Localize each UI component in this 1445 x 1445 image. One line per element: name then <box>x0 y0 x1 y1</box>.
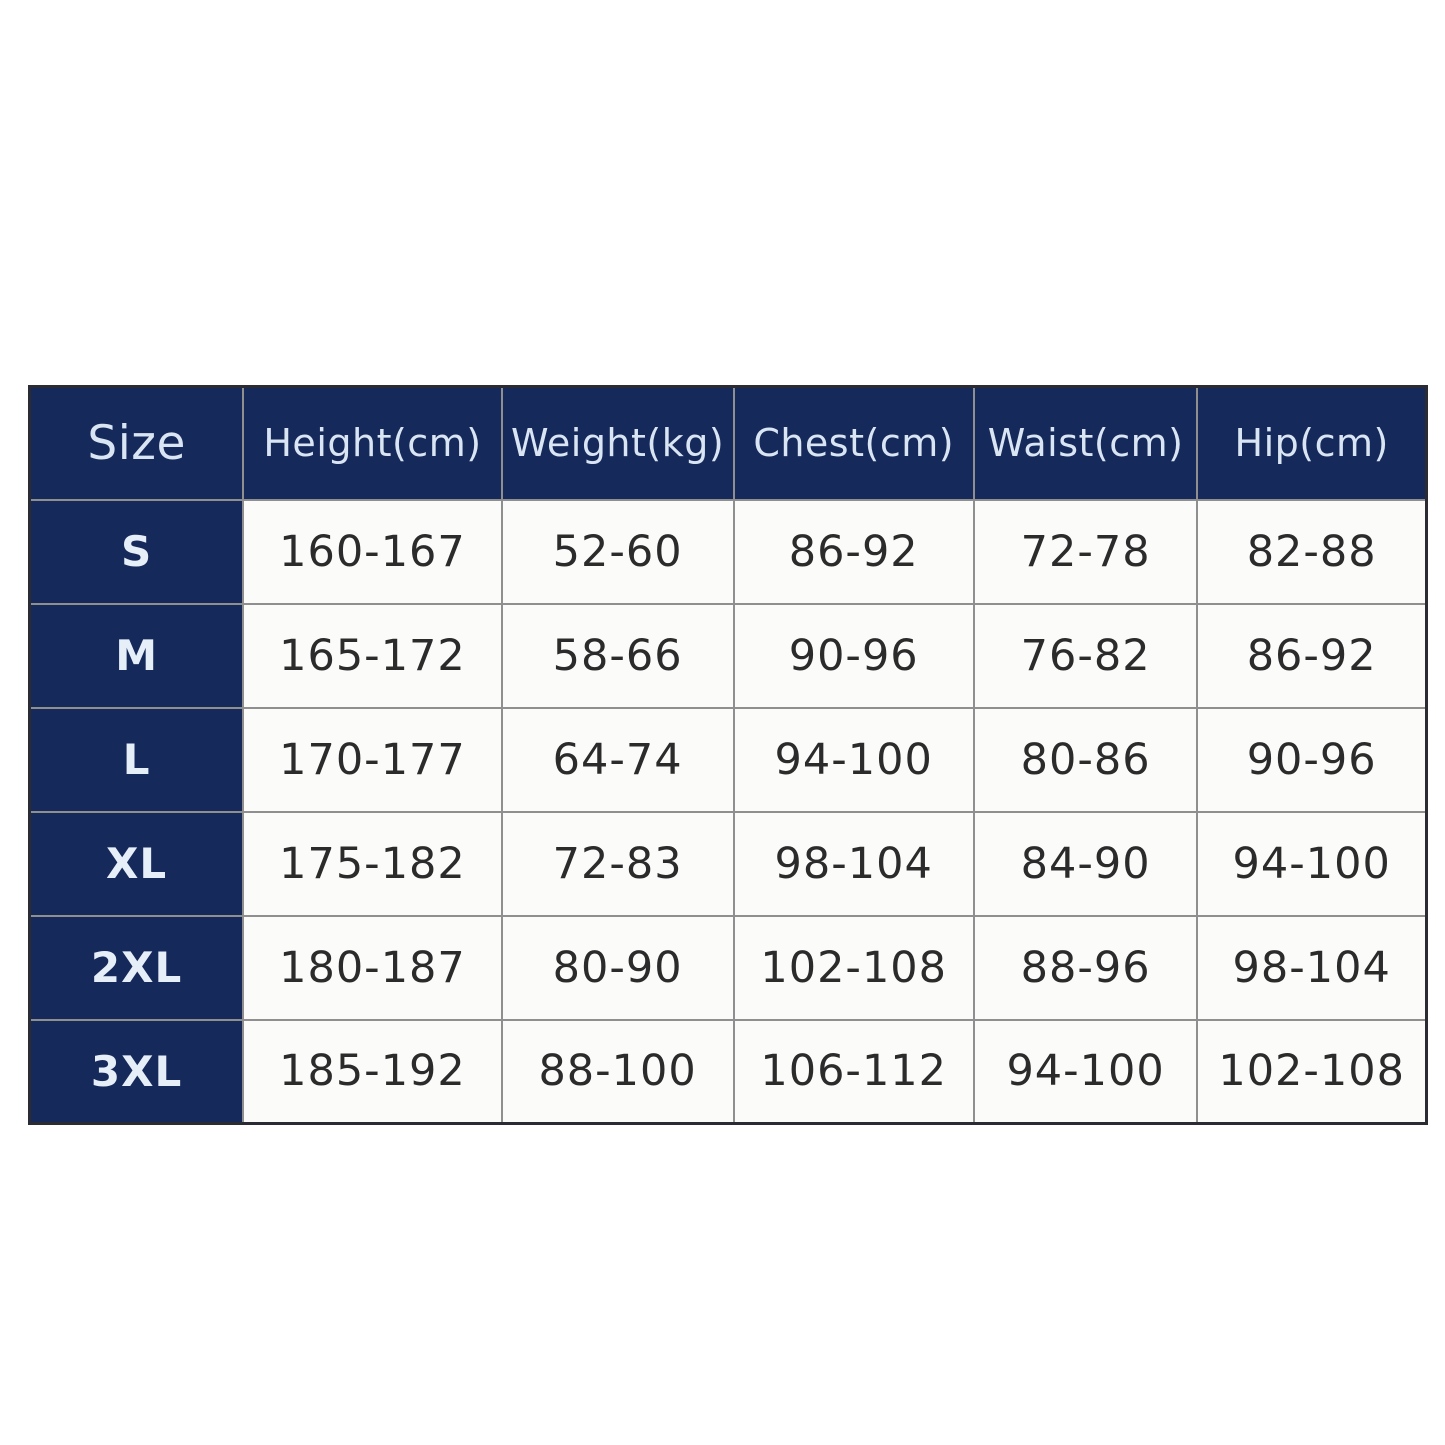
column-header: Hip(cm) <box>1197 387 1426 500</box>
measurement-cell: 185-192 <box>243 1020 501 1124</box>
column-header: Chest(cm) <box>734 387 974 500</box>
measurement-cell: 86-92 <box>734 500 974 604</box>
table-row <box>30 1020 1427 1124</box>
measurement-cell: 88-96 <box>974 916 1198 1020</box>
table-row <box>30 500 1427 604</box>
measurement-cell: 82-88 <box>1197 500 1426 604</box>
measurement-cell: 94-100 <box>734 708 974 812</box>
measurement-cell: 98-104 <box>1197 916 1426 1020</box>
measurement-cell: 90-96 <box>734 604 974 708</box>
table-row <box>30 708 1427 812</box>
column-header: Waist(cm) <box>974 387 1198 500</box>
measurement-cell: 102-108 <box>1197 1020 1426 1124</box>
measurement-cell: 98-104 <box>734 812 974 916</box>
table-row <box>30 604 1427 708</box>
measurement-cell: 94-100 <box>1197 812 1426 916</box>
measurement-cell: 52-60 <box>502 500 734 604</box>
measurement-cell: 58-66 <box>502 604 734 708</box>
size-label-cell: M <box>30 604 244 708</box>
measurement-cell: 84-90 <box>974 812 1198 916</box>
measurement-cell: 160-167 <box>243 500 501 604</box>
measurement-cell: 94-100 <box>974 1020 1198 1124</box>
size-label-cell: S <box>30 500 244 604</box>
size-label-cell: 2XL <box>30 916 244 1020</box>
size-column-header: Size <box>30 387 244 500</box>
measurement-cell: 88-100 <box>502 1020 734 1124</box>
measurement-cell: 64-74 <box>502 708 734 812</box>
size-chart-table <box>28 385 1428 1125</box>
measurement-cell: 106-112 <box>734 1020 974 1124</box>
size-label-cell: 3XL <box>30 1020 244 1124</box>
measurement-cell: 102-108 <box>734 916 974 1020</box>
measurement-cell: 76-82 <box>974 604 1198 708</box>
measurement-cell: 80-86 <box>974 708 1198 812</box>
measurement-cell: 175-182 <box>243 812 501 916</box>
table-row <box>30 812 1427 916</box>
measurement-cell: 170-177 <box>243 708 501 812</box>
column-header: Height(cm) <box>243 387 501 500</box>
column-header: Weight(kg) <box>502 387 734 500</box>
measurement-cell: 72-83 <box>502 812 734 916</box>
table-row <box>30 916 1427 1020</box>
measurement-cell: 180-187 <box>243 916 501 1020</box>
header-row <box>30 387 1427 500</box>
measurement-cell: 86-92 <box>1197 604 1426 708</box>
size-label-cell: L <box>30 708 244 812</box>
size-label-cell: XL <box>30 812 244 916</box>
measurement-cell: 90-96 <box>1197 708 1426 812</box>
measurement-cell: 72-78 <box>974 500 1198 604</box>
measurement-cell: 80-90 <box>502 916 734 1020</box>
measurement-cell: 165-172 <box>243 604 501 708</box>
